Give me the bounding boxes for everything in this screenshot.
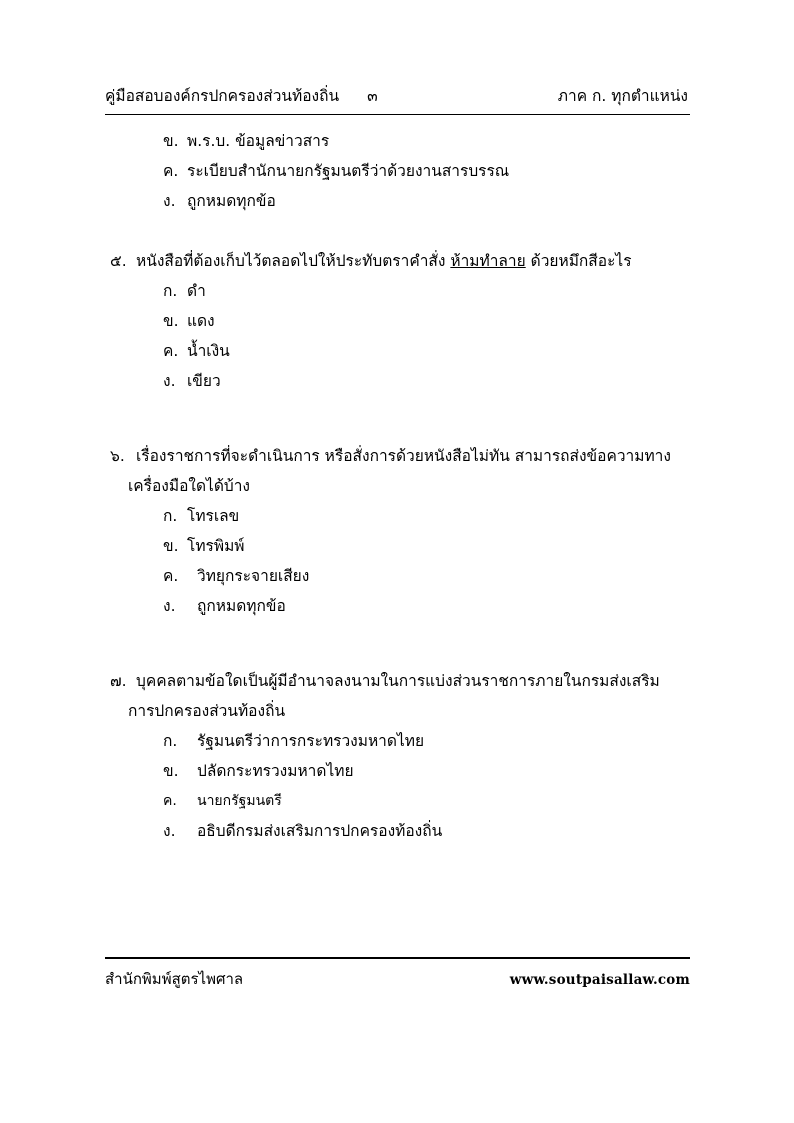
- question-block-6: [0, 441, 794, 621]
- list-item: [0, 786, 794, 816]
- list-item: [0, 186, 794, 216]
- option-letter: ค.: [163, 793, 177, 809]
- question-text: บุคคลตามข้อใดเป็นผู้มีอำนาจลงนามในการแบ่งส่วนราชการภายในกรมส่งเสริม: [136, 672, 660, 690]
- option-text: พ.ร.บ. ข้อมูลข่าวสาร: [187, 132, 330, 150]
- option-text: โทรเลข: [187, 507, 240, 525]
- question-block-7: [0, 666, 794, 846]
- header-title: คู่มือสอบองค์กรปกครองส่วนท้องถิ่น: [105, 87, 340, 105]
- option-text: เขียว: [187, 372, 221, 390]
- option-letter: ข.: [163, 132, 179, 150]
- option-text: ดำ: [187, 282, 206, 300]
- question-text: เรื่องราชการที่จะดำเนินการ หรือสั่งการด้วยหนังสือไม่ทัน สามารถส่งข้อความทาง: [136, 447, 671, 465]
- list-item: [0, 306, 794, 336]
- list-item: [0, 276, 794, 306]
- list-item: [0, 591, 794, 621]
- list-item: [0, 756, 794, 786]
- option-text: อธิบดีกรมส่งเสริมการปกครองท้องถิ่น: [197, 822, 443, 840]
- spacer: [0, 621, 794, 651]
- question-text: [136, 246, 632, 276]
- option-text: รัฐมนตรีว่าการกระทรวงมหาดไทย: [197, 732, 425, 750]
- option-letter: ง.: [163, 192, 176, 210]
- question-text-part: หนังสือที่ต้องเก็บไว้ตลอดไปให้ประทับตราคำสั่ง: [136, 252, 451, 270]
- option-letter: ค.: [163, 162, 179, 180]
- option-text: ระเบียบสำนักนายกรัฐมนตรีว่าด้วยงานสารบรรณ: [187, 162, 510, 180]
- option-letter: ง.: [163, 372, 176, 390]
- option-letter: ข.: [163, 312, 179, 330]
- option-text: ถูกหมดทุกข้อ: [197, 597, 286, 615]
- list-item: [0, 156, 794, 186]
- spacer: [0, 216, 794, 246]
- spacer: [0, 426, 794, 441]
- header-row: [105, 86, 690, 106]
- option-letter: ค.: [163, 567, 179, 585]
- page-content: [0, 126, 794, 846]
- page-header: [105, 86, 690, 116]
- spacer: [0, 396, 794, 426]
- option-letter: ข.: [163, 762, 179, 780]
- option-letter: ก.: [163, 732, 178, 750]
- question-continuation: การปกครองส่วนท้องถิ่น: [128, 702, 286, 720]
- question-text-part: ด้วยหมึกสีอะไร: [525, 252, 632, 270]
- question-line: [0, 441, 794, 471]
- option-letter: ค.: [163, 342, 179, 360]
- option-text: วิทยุกระจายเสียง: [197, 567, 310, 585]
- page-footer: [105, 968, 690, 991]
- header-section-label: ภาค ก. ทุกตำแหน่ง: [557, 87, 688, 105]
- option-letter: ข.: [163, 537, 179, 555]
- list-item: [0, 501, 794, 531]
- website-url: www.soutpaisallaw.com: [509, 972, 690, 988]
- publisher-name: สำนักพิมพ์สูตรไพศาล: [105, 970, 244, 988]
- option-text: ปลัดกระทรวงมหาดไทย: [197, 762, 354, 780]
- header-divider: [105, 114, 690, 115]
- question-line: [0, 246, 794, 276]
- spacer: [0, 651, 794, 666]
- option-text: ถูกหมดทุกข้อ: [187, 192, 276, 210]
- question-line: [0, 666, 794, 696]
- page-number: ๓: [367, 87, 378, 105]
- option-letter: ง.: [163, 597, 176, 615]
- carryover-option-list: [0, 126, 794, 216]
- option-letter: ก.: [163, 282, 178, 300]
- option-letter: ก.: [163, 507, 178, 525]
- list-item: [0, 366, 794, 396]
- list-item: [0, 726, 794, 756]
- option-text: น้ำเงิน: [187, 342, 230, 360]
- option-letter: ง.: [163, 822, 176, 840]
- footer-divider: [105, 957, 690, 959]
- question-number: ๖.: [110, 447, 125, 465]
- list-item: [0, 561, 794, 591]
- list-item: [0, 126, 794, 156]
- question-block-5: [0, 246, 794, 396]
- question-continuation: เครื่องมือใดได้บ้าง: [128, 477, 251, 495]
- question-number: ๕.: [110, 252, 127, 270]
- list-item: [0, 531, 794, 561]
- option-text: แดง: [187, 312, 215, 330]
- question-number: ๗.: [110, 672, 127, 690]
- option-text: โทรพิมพ์: [187, 537, 245, 555]
- list-item: [0, 336, 794, 366]
- question-text-emphasis: ห้ามทำลาย: [450, 252, 526, 270]
- option-text: นายกรัฐมนตรี: [197, 793, 282, 809]
- list-item: [0, 816, 794, 846]
